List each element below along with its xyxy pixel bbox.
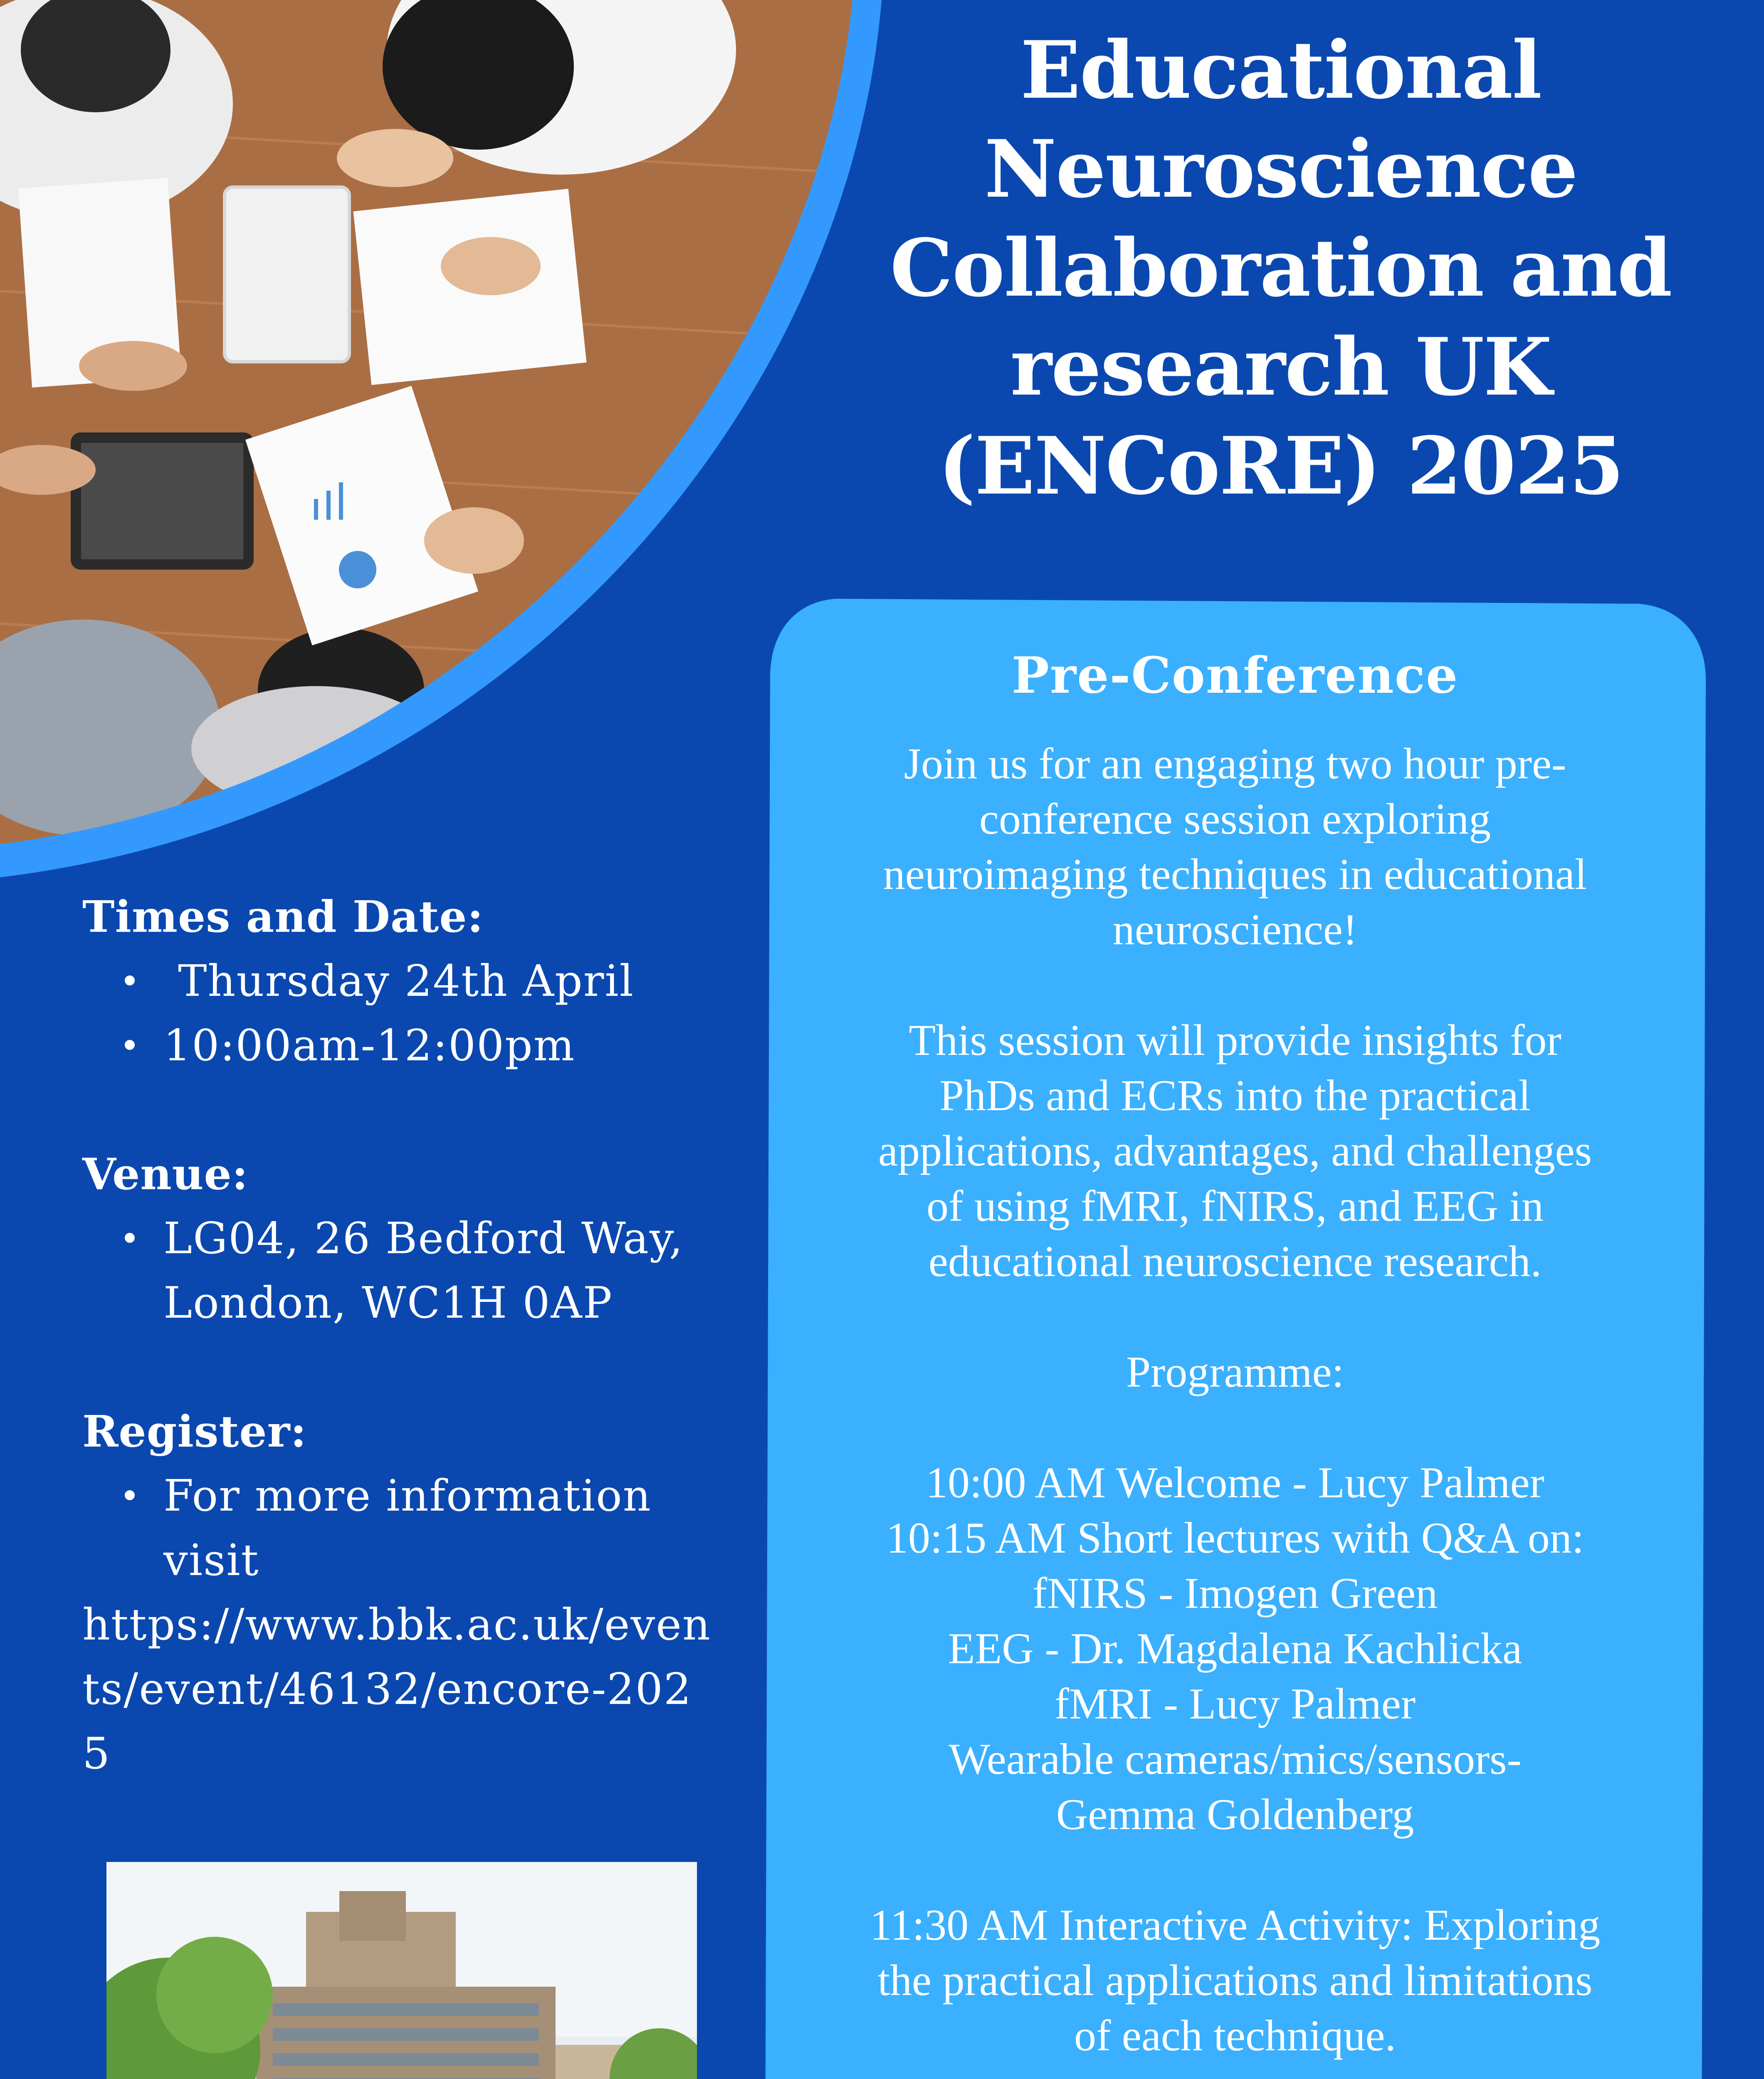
times-list xyxy=(82,949,731,1078)
insight-line: This session will provide insights for xyxy=(909,1016,1561,1064)
insight-line: educational neuroscience research. xyxy=(928,1237,1542,1286)
programme-line: fNIRS - Imogen Green xyxy=(1032,1569,1438,1617)
activity-line: the practical applications and limitations xyxy=(877,1956,1593,2005)
venue-heading: Venue: xyxy=(82,1148,249,1200)
programme-line: Wearable cameras/mics/sensors- xyxy=(949,1735,1522,1783)
team-meeting-photo xyxy=(0,0,882,877)
intro-line: conference session exploring xyxy=(979,795,1491,843)
programme-line: Gemma Goldenberg xyxy=(1056,1790,1414,1839)
intro-line: neuroscience! xyxy=(1112,905,1358,954)
programme-line: 10:15 AM Short lectures with Q&A on: xyxy=(886,1514,1584,1562)
insight-line: PhDs and ECRs into the practical xyxy=(939,1071,1531,1120)
register-list xyxy=(82,1464,731,1593)
venue-list xyxy=(82,1206,731,1335)
register-heading: Register: xyxy=(82,1406,307,1457)
insight-line: applications, advantages, and challenges xyxy=(878,1126,1592,1175)
intro-line: neuroimaging techniques in educational xyxy=(883,850,1587,899)
time-item: 10:00am-12:00pm xyxy=(163,1013,731,1078)
activity-line: 11:30 AM Interactive Activity: Exploring xyxy=(870,1901,1601,1949)
register-link[interactable]: https://www.bbk.ac.uk/events/event/46132/encore-2025 xyxy=(82,1599,711,1779)
event-details xyxy=(82,885,731,1786)
title-line: Collaboration and xyxy=(890,222,1672,314)
preconference-content xyxy=(773,640,1697,2079)
title-line: Educational xyxy=(1020,24,1542,116)
intro-line: Join us for an engaging two hour pre- xyxy=(904,739,1566,788)
title-line: (ENCoRE) 2025 xyxy=(938,420,1623,512)
building-photo xyxy=(106,1862,697,2079)
programme-line: EEG - Dr. Magdalena Kachlicka xyxy=(948,1624,1522,1673)
times-heading: Times and Date: xyxy=(82,891,484,942)
date-item: Thursday 24th April xyxy=(163,949,731,1013)
insight-line: of using fMRI, fNIRS, and EEG in xyxy=(926,1182,1544,1230)
activity-line: of each technique. xyxy=(1074,2011,1396,2060)
title-line: research UK xyxy=(1010,321,1552,413)
venue-item: LG04, 26 Bedford Way, London, WC1H 0AP xyxy=(163,1206,731,1335)
preconference-title: Pre-Conference xyxy=(1011,646,1459,705)
register-item: For more information visit xyxy=(163,1464,731,1593)
programme-label: Programme: xyxy=(1126,1348,1344,1396)
programme-line: 10:00 AM Welcome - Lucy Palmer xyxy=(926,1458,1544,1507)
title-line: Neuroscience xyxy=(984,123,1577,215)
event-title xyxy=(890,21,1672,516)
programme-line: fMRI - Lucy Palmer xyxy=(1054,1679,1416,1728)
